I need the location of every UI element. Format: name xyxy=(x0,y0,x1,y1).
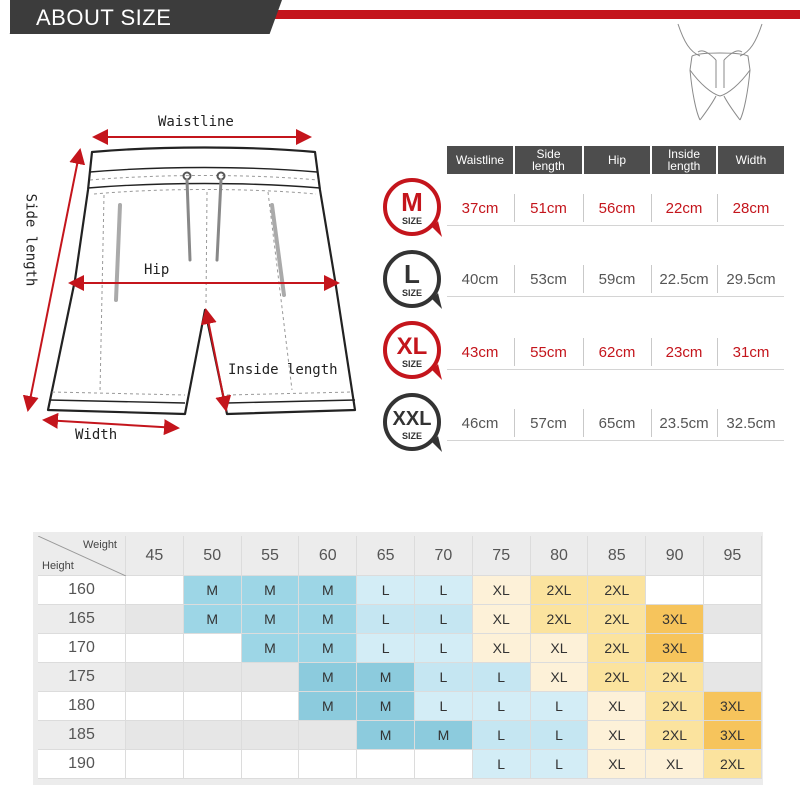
fit-cell: 3XL xyxy=(646,605,704,634)
fit-cell: 2XL xyxy=(646,692,704,721)
fit-cell: XL xyxy=(588,721,646,750)
width-label: Width xyxy=(75,427,118,443)
fit-cell xyxy=(126,721,184,750)
fit-cell xyxy=(184,692,242,721)
row-separator xyxy=(447,369,784,370)
column-separator xyxy=(651,409,652,437)
size-value-cell: 56cm xyxy=(598,199,636,217)
weight-header: 85 xyxy=(588,536,646,576)
size-badge-xxl xyxy=(380,390,444,454)
fit-cell: L xyxy=(415,634,473,663)
size-value-cell: 22cm xyxy=(665,199,703,217)
fit-cell: L xyxy=(473,721,531,750)
table-corner-header xyxy=(38,536,126,576)
size-badge-word: SIZE xyxy=(401,359,423,369)
weight-header: 70 xyxy=(415,536,473,576)
fit-cell: M xyxy=(357,692,415,721)
weight-header: 60 xyxy=(299,536,357,576)
fit-cell xyxy=(126,750,184,779)
fit-cell: XL xyxy=(531,634,589,663)
column-separator xyxy=(717,338,718,366)
fit-cell: XL xyxy=(531,663,589,692)
fit-cell: 2XL xyxy=(588,663,646,692)
column-separator xyxy=(717,194,718,222)
fit-cell: M xyxy=(299,576,357,605)
column-separator xyxy=(651,338,652,366)
col-header-hip: Hip xyxy=(584,146,650,174)
size-value-cell: 29.5cm xyxy=(726,270,776,288)
fit-cell xyxy=(126,576,184,605)
size-value-cell: 22.5cm xyxy=(659,270,709,288)
model-sketch-image xyxy=(660,22,780,122)
size-badge-xl xyxy=(380,318,444,382)
col-header-inside-length: Inside length xyxy=(652,146,716,174)
col-header-width: Width xyxy=(718,146,784,174)
fit-cell xyxy=(704,634,762,663)
fit-cell: XL xyxy=(473,576,531,605)
fit-cell: 2XL xyxy=(588,634,646,663)
column-separator xyxy=(514,338,515,366)
fit-cell: L xyxy=(415,692,473,721)
waistline-label: Waistline xyxy=(158,114,234,130)
fit-cell: 2XL xyxy=(531,576,589,605)
shorts-diagram xyxy=(20,110,370,450)
fit-cell xyxy=(126,634,184,663)
size-value-cell: 37cm xyxy=(461,199,499,217)
fit-cell: XL xyxy=(473,634,531,663)
size-value-cell: 46cm xyxy=(461,414,499,432)
size-value-cell: 62cm xyxy=(598,343,636,361)
fit-cell xyxy=(184,634,242,663)
fit-cell: XL xyxy=(588,750,646,779)
size-value-cell: 43cm xyxy=(461,343,499,361)
height-header: 170 xyxy=(38,634,126,663)
fit-cell xyxy=(184,721,242,750)
fit-cell xyxy=(704,605,762,634)
fit-cell xyxy=(126,692,184,721)
fit-cell xyxy=(704,576,762,605)
column-separator xyxy=(651,194,652,222)
column-separator xyxy=(514,409,515,437)
fit-cell: 3XL xyxy=(704,721,762,750)
weight-header: 50 xyxy=(184,536,242,576)
fit-cell: L xyxy=(531,750,589,779)
fit-cell: L xyxy=(531,692,589,721)
column-separator xyxy=(717,409,718,437)
fit-cell: L xyxy=(357,605,415,634)
col-header-waistline: Waistline xyxy=(447,146,513,174)
fit-cell: M xyxy=(299,634,357,663)
height-header: 190 xyxy=(38,750,126,779)
fit-cell: 3XL xyxy=(646,634,704,663)
fit-cell xyxy=(126,663,184,692)
fit-cell xyxy=(184,750,242,779)
fit-cell: L xyxy=(531,721,589,750)
size-badge-letter: XXL xyxy=(392,408,432,430)
height-header: 185 xyxy=(38,721,126,750)
size-badge-word: SIZE xyxy=(401,288,423,298)
size-value-cell: 40cm xyxy=(461,270,499,288)
size-value-cell: 23.5cm xyxy=(659,414,709,432)
column-separator xyxy=(717,265,718,293)
hip-label: Hip xyxy=(144,262,170,278)
size-badge-l xyxy=(380,247,444,311)
weight-header: 90 xyxy=(646,536,704,576)
fit-cell: XL xyxy=(588,692,646,721)
fit-cell xyxy=(242,692,300,721)
column-separator xyxy=(583,338,584,366)
fit-cell: 2XL xyxy=(588,576,646,605)
weight-header: 45 xyxy=(126,536,184,576)
fit-cell xyxy=(299,721,357,750)
fit-cell: L xyxy=(473,692,531,721)
fit-cell: M xyxy=(299,663,357,692)
fit-cell: M xyxy=(357,663,415,692)
fit-cell: 2XL xyxy=(588,605,646,634)
column-separator xyxy=(583,265,584,293)
height-header: 160 xyxy=(38,576,126,605)
size-value-cell: 31cm xyxy=(732,343,770,361)
size-value-cell: 59cm xyxy=(598,270,636,288)
height-header: 165 xyxy=(38,605,126,634)
fit-cell xyxy=(242,750,300,779)
fit-cell: 2XL xyxy=(646,663,704,692)
fit-cell: M xyxy=(415,721,473,750)
row-separator xyxy=(447,225,784,226)
size-badge-letter: L xyxy=(404,259,420,289)
size-value-cell: 32.5cm xyxy=(726,414,776,432)
weight-header: 65 xyxy=(357,536,415,576)
fit-cell: M xyxy=(299,605,357,634)
row-separator xyxy=(447,296,784,297)
fit-cell: M xyxy=(242,634,300,663)
fit-cell xyxy=(415,750,473,779)
header-rule xyxy=(270,10,800,19)
height-axis-label: Height xyxy=(42,560,74,572)
fit-cell: M xyxy=(184,605,242,634)
fit-cell xyxy=(646,576,704,605)
fit-cell: XL xyxy=(473,605,531,634)
fit-cell: M xyxy=(242,576,300,605)
row-separator xyxy=(447,440,784,441)
column-separator xyxy=(514,265,515,293)
size-value-cell: 51cm xyxy=(530,199,567,217)
size-badge-letter: XL xyxy=(396,333,428,360)
inside-length-label: Inside length xyxy=(228,362,338,378)
fit-cell: M xyxy=(184,576,242,605)
column-separator xyxy=(583,409,584,437)
column-separator xyxy=(583,194,584,222)
fit-cell xyxy=(242,663,300,692)
fit-cell xyxy=(184,663,242,692)
fit-cell: L xyxy=(415,605,473,634)
fit-cell: M xyxy=(299,692,357,721)
fit-cell xyxy=(357,750,415,779)
fit-cell: L xyxy=(357,634,415,663)
size-value-cell: 28cm xyxy=(732,199,770,217)
weight-header: 75 xyxy=(473,536,531,576)
col-header-side-length: Side length xyxy=(515,146,582,174)
side-length-label: Side length xyxy=(22,193,39,287)
size-value-cell: 65cm xyxy=(598,414,636,432)
size-badge-letter: M xyxy=(401,187,423,217)
size-value-cell: 57cm xyxy=(530,414,567,432)
fit-cell: XL xyxy=(646,750,704,779)
fit-cell: L xyxy=(473,750,531,779)
weight-header: 80 xyxy=(531,536,589,576)
fit-cell xyxy=(299,750,357,779)
fit-cell: L xyxy=(473,663,531,692)
column-separator xyxy=(651,265,652,293)
height-header: 180 xyxy=(38,692,126,721)
height-header: 175 xyxy=(38,663,126,692)
fit-cell xyxy=(704,663,762,692)
fit-cell xyxy=(242,721,300,750)
fit-cell: M xyxy=(242,605,300,634)
fit-cell: 2XL xyxy=(704,750,762,779)
size-value-cell: 23cm xyxy=(665,343,703,361)
weight-header: 55 xyxy=(242,536,300,576)
size-value-cell: 53cm xyxy=(530,270,567,288)
fit-cell: L xyxy=(415,576,473,605)
fit-cell: M xyxy=(357,721,415,750)
size-badge-word: SIZE xyxy=(401,216,423,226)
weight-axis-label: Weight xyxy=(82,539,117,551)
fit-cell xyxy=(126,605,184,634)
fit-cell: 2XL xyxy=(531,605,589,634)
size-badge-m xyxy=(380,175,444,239)
fit-cell: L xyxy=(357,576,415,605)
fit-cell: L xyxy=(415,663,473,692)
size-value-cell: 55cm xyxy=(530,343,567,361)
fit-cell: 3XL xyxy=(704,692,762,721)
page-title: ABOUT SIZE xyxy=(36,5,172,30)
weight-header: 95 xyxy=(704,536,762,576)
size-badge-word: SIZE xyxy=(401,431,423,441)
fit-cell: 2XL xyxy=(646,721,704,750)
column-separator xyxy=(514,194,515,222)
